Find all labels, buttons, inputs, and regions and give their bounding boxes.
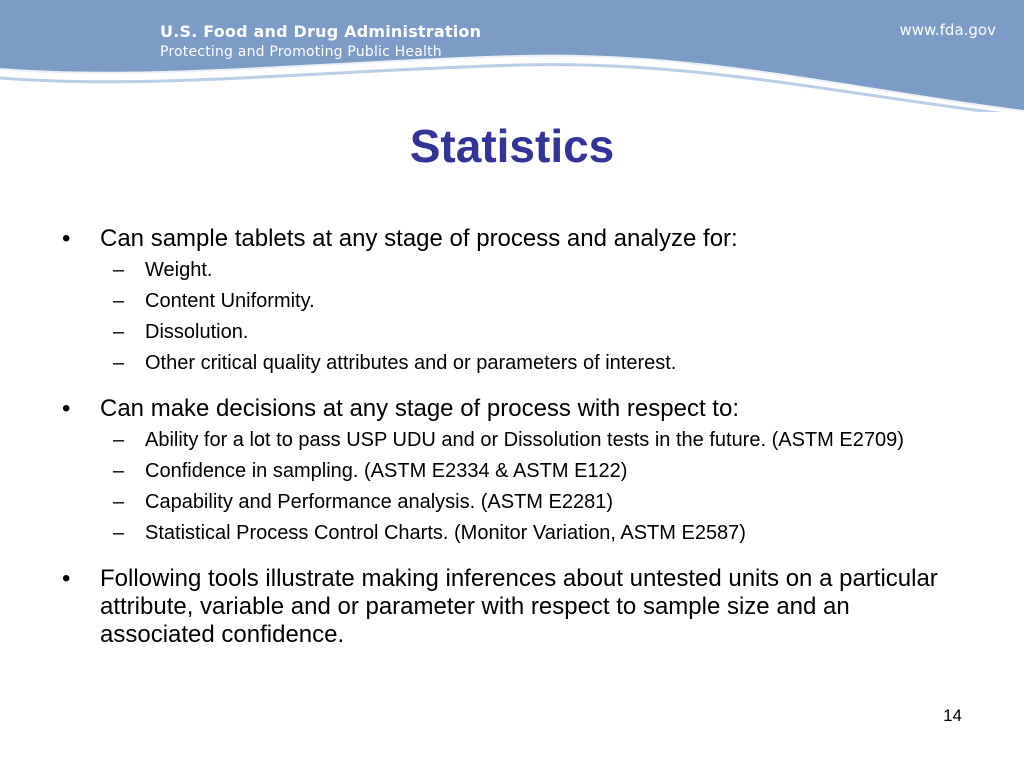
bullet-item	[62, 225, 962, 375]
sub-item-text: Weight.	[145, 259, 213, 281]
sub-item	[100, 522, 962, 545]
site-url[interactable]: www.fda.gov	[899, 21, 996, 39]
sub-list	[100, 259, 962, 375]
dash-marker: –	[113, 259, 125, 281]
sub-item	[100, 321, 962, 344]
slide-title: Statistics	[409, 120, 615, 172]
dash-marker: –	[113, 321, 125, 343]
sub-item-text: Other critical quality attributes and or parameters of interest.	[145, 352, 677, 374]
agency-tagline: Protecting and Promoting Public Health	[160, 44, 442, 60]
dash-marker: –	[113, 429, 125, 451]
sub-list	[100, 429, 962, 545]
dash-marker: –	[113, 460, 125, 482]
sub-item-text: Statistical Process Control Charts. (Monitor Variation, ASTM E2587)	[145, 522, 746, 544]
bullet-marker: •	[62, 565, 71, 592]
sub-item-text: Dissolution.	[145, 321, 249, 343]
sub-item	[100, 491, 962, 514]
sub-item	[100, 352, 962, 375]
bullet-marker: •	[62, 395, 71, 422]
sub-item-text: Confidence in sampling. (ASTM E2334 & ASTM E122)	[145, 460, 628, 482]
bullet-marker: •	[62, 225, 71, 252]
sub-item-text: Capability and Performance analysis. (ASTM E2281)	[145, 491, 613, 513]
bullet-text: Following tools illustrate making inferences about untested units on a particular attribute, variable and or parameter with respect to sample size and an associated confidence.	[100, 565, 938, 648]
sub-item	[100, 429, 962, 452]
bullet-text: Can make decisions at any stage of process with respect to:	[100, 395, 739, 422]
bullet-list	[62, 225, 962, 649]
agency-name: U.S. Food and Drug Administration	[160, 22, 482, 41]
sub-item	[100, 460, 962, 483]
dash-marker: –	[113, 522, 125, 544]
dash-marker: –	[113, 491, 125, 513]
header-banner	[0, 0, 1024, 112]
sub-item	[100, 290, 962, 313]
fda-logo-icon	[47, 22, 145, 66]
sub-item	[100, 259, 962, 282]
page-number: 14	[943, 706, 962, 725]
sub-item-text: Ability for a lot to pass USP UDU and or Dissolution tests in the future. (ASTM E2709)	[145, 429, 904, 451]
sub-item-text: Content Uniformity.	[145, 290, 315, 312]
header-wave-background	[0, 0, 1024, 112]
bullet-text: Can sample tablets at any stage of process and analyze for:	[100, 225, 738, 252]
dash-marker: –	[113, 352, 125, 374]
bullet-item	[62, 395, 962, 545]
dash-marker: –	[113, 290, 125, 312]
bullet-item	[62, 565, 962, 649]
